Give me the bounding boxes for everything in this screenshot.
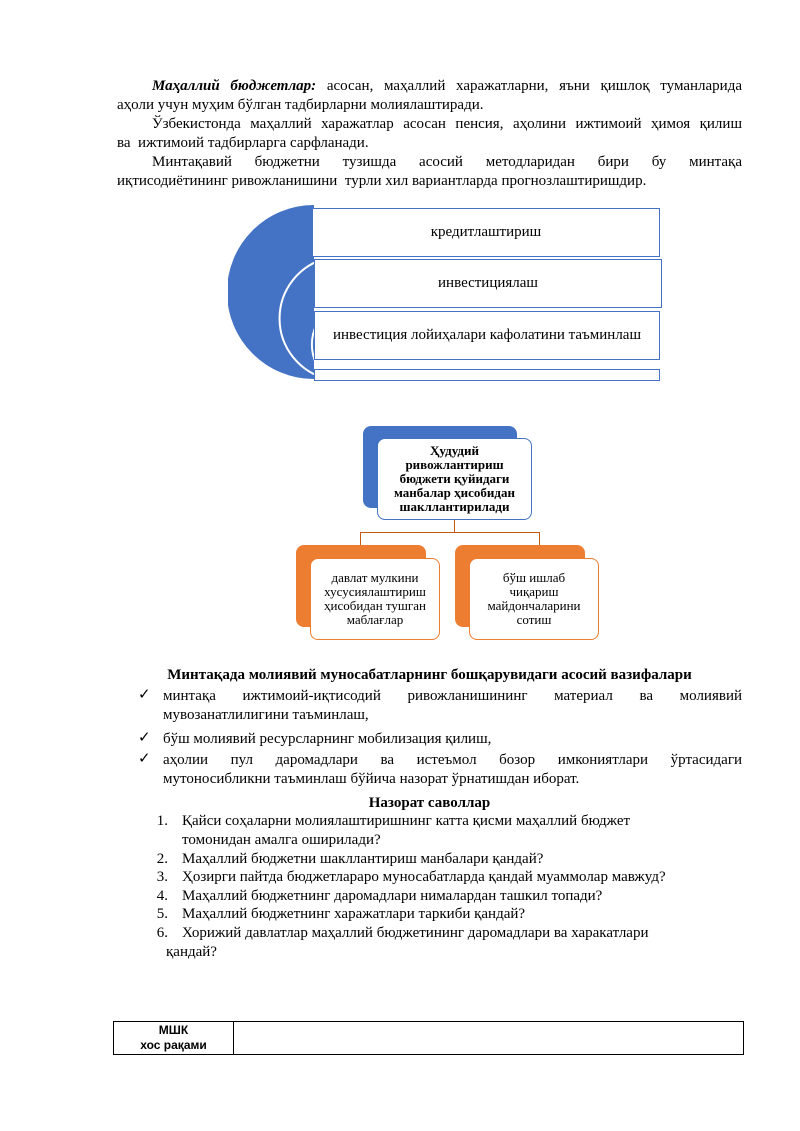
intro-paragraph-2-line-2: ва ижтимоий тадбирларга сарфланади. [117,135,369,151]
mshk-code-label: МШК хос рақами [114,1022,234,1054]
layer-box-crediting: кредитлаштириш [312,208,660,257]
question-3-number: 3. [156,869,168,885]
tasks-heading: Минтақада молиявий муносабатларнинг бошқарувидаги асосий вазифалари [167,667,692,683]
question-1-line-1: Қайси соҳаларни молиялаштиришнинг катта қисми маҳаллий бюджет [182,813,631,829]
question-1-number: 1. [156,813,168,829]
connector-left-drop [360,532,361,545]
question-3: Ҳозирги пайтда бюджетлараро муносабатларда қандай муаммолар мавжуд? [182,869,666,885]
question-2: Маҳаллий бюджетни шакллантириш манбалари қандай? [182,851,544,867]
mshk-code-table [113,1021,744,1055]
task-3-line-2: мутоносибликни таъминлаш бўйича назорат ўрнатишдан иборат. [163,771,580,787]
intro-paragraph-1-line-1: Маҳаллий бюджетлар: асосан, маҳаллий харажатларни, яъни қишлоқ туманларида [152,78,742,94]
question-2-number: 2. [156,851,168,867]
question-5-number: 5. [156,906,168,922]
question-6-line-1: Хорижий давлатлар маҳаллий бюджетининг даромадлари ва харакатлари [182,925,649,941]
check-icon: ✓ [138,730,151,746]
intro-paragraph-3-line-2: иқтисодиётининг ривожланишини турли хил вариантларда прогнозлаштиришдир. [117,173,647,189]
intro-paragraph-3-line-1: Минтақавий бюджетни тузишда асосий методларидан бири бу минтақа [152,154,742,170]
check-icon: ✓ [138,687,151,703]
question-6-line-2: қандай? [166,944,217,960]
check-icon: ✓ [138,751,151,767]
connector-bar [360,532,540,533]
left-card: давлат мулкини хусусиялаштириш ҳисобидан тушган маблағлар [310,558,440,640]
task-1-line-2: мувозанатлилигини таъминлаш, [163,707,369,723]
question-1-line-2: томонидан амалга оширилади? [182,832,381,848]
question-5: Маҳаллий бюджетнинг харажатлари таркиби қандай? [182,906,526,922]
connector-stem [454,520,455,532]
questions-heading: Назорат саволлар [368,795,491,811]
intro-paragraph-2-line-1: Ўзбекистонда маҳаллий харажатлар асосан пенсия, аҳолини ижтимоий ҳимоя қилиш [152,116,742,132]
task-1-line-1: минтақа ижтимоий-иқтисодий ривожланишининг материал ва молиявий [163,688,742,704]
local-budgets-term: Маҳаллий бюджетлар: [152,78,317,94]
mshk-code-value [234,1022,743,1054]
question-6-number: 6. [156,925,168,941]
root-card: Ҳудудий ривожлантириш бюджети қуйидаги манбалар ҳисобидан шакллантирилади [377,438,532,520]
task-2: бўш молиявий ресурсларнинг мобилизация қилиш, [163,731,492,747]
layer-base-strip [314,369,660,381]
right-card: бўш ишлаб чиқариш майдончаларини сотиш [469,558,599,640]
layer-box-investing: инвестициялаш [314,259,662,308]
outer-arc [228,205,314,379]
connector-right-drop [539,532,540,545]
layer-box-guarantee: инвестиция лойиҳалари кафолатини таъминлаш [314,311,660,360]
question-4: Маҳаллий бюджетнинг даромадлари нималардан ташкил топади? [182,888,603,904]
question-4-number: 4. [156,888,168,904]
intro-paragraph-1-line-2: аҳоли учун муҳим бўлган тадбирларни молиялаштиради. [117,97,484,113]
task-3-line-1: аҳолии пул даромадлари ва истеъмол бозор имкониятлари ўртасидаги [163,752,742,768]
